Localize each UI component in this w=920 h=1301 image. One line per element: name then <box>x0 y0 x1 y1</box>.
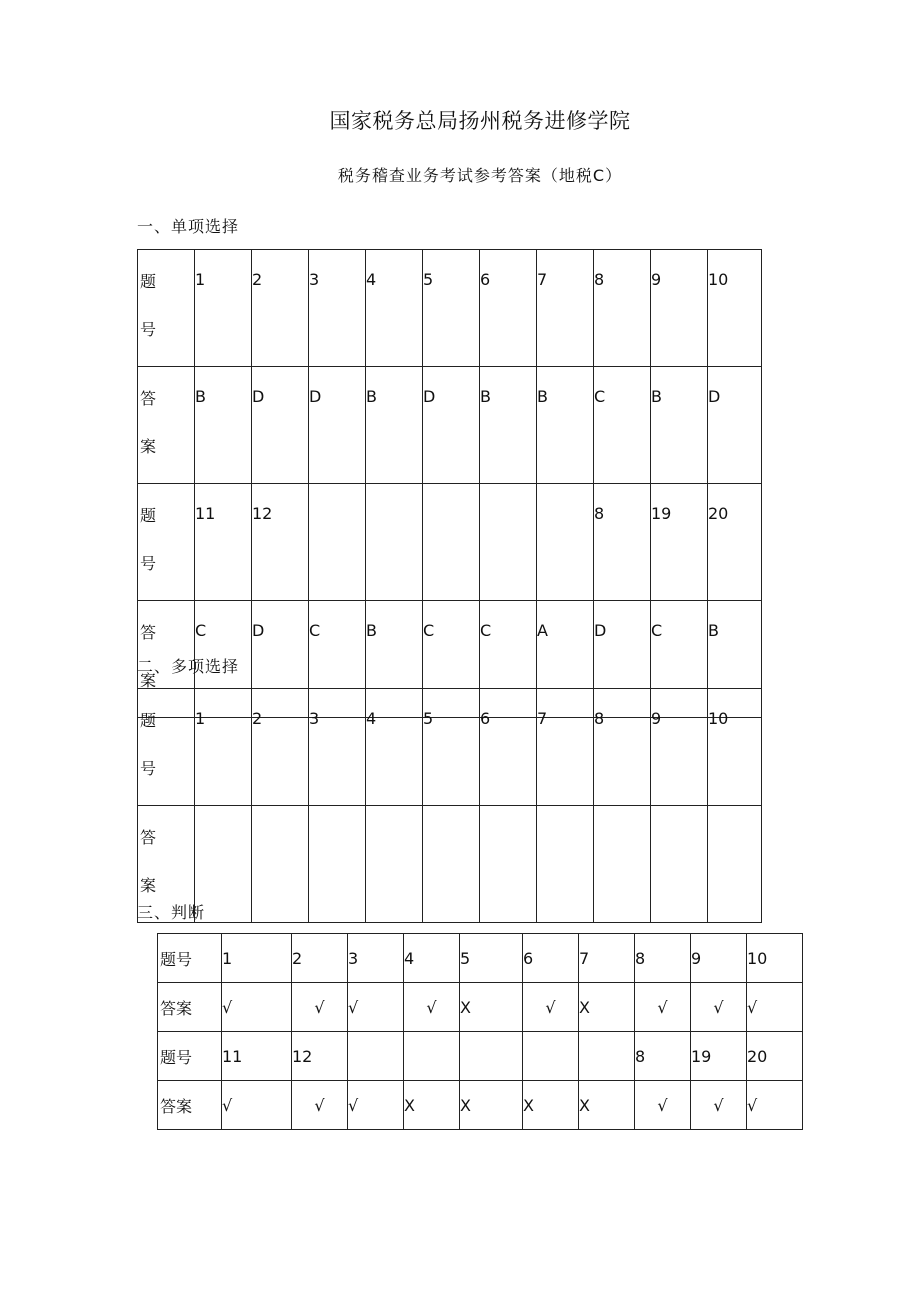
section-multiple-choice-heading: 二、多项选择 <box>137 657 240 676</box>
table-row <box>158 1081 803 1130</box>
question-number-cell: 10 <box>708 250 762 367</box>
row-label-char: 号 <box>140 759 157 778</box>
answer-cell: D <box>252 601 309 718</box>
question-number-cell <box>366 484 423 601</box>
row-label-char: 案 <box>140 876 157 895</box>
answer-cell: B <box>366 601 423 718</box>
question-number-cell: 8 <box>594 250 651 367</box>
answer-cell: √ <box>404 983 460 1032</box>
question-number-cell <box>480 484 537 601</box>
answer-cell <box>537 806 594 923</box>
table-row <box>138 689 762 806</box>
row-label-tihao <box>138 689 195 806</box>
table-row <box>158 1032 803 1081</box>
section-single-choice-heading: 一、单项选择 <box>137 217 240 236</box>
question-number-cell: 3 <box>309 250 366 367</box>
answer-cell: C <box>195 601 252 718</box>
answer-cell: C <box>651 601 708 718</box>
answer-cell: B <box>480 367 537 484</box>
question-number-cell: 12 <box>252 484 309 601</box>
question-number-cell: 11 <box>222 1032 292 1081</box>
row-label-tihao <box>138 484 195 601</box>
question-number-cell: 8 <box>594 484 651 601</box>
row-label-tihao: 题号 <box>158 1032 222 1081</box>
answer-cell <box>708 806 762 923</box>
question-number-cell: 2 <box>292 934 348 983</box>
answer-cell: D <box>423 367 480 484</box>
answer-cell: D <box>252 367 309 484</box>
answer-cell: X <box>579 1081 635 1130</box>
row-label-char: 答 <box>140 623 157 642</box>
table-row <box>138 484 762 601</box>
answer-cell: √ <box>292 983 348 1032</box>
question-number-cell <box>537 484 594 601</box>
question-number-cell: 1 <box>195 689 252 806</box>
answer-cell: X <box>404 1081 460 1130</box>
question-number-cell: 19 <box>651 484 708 601</box>
answer-cell: B <box>195 367 252 484</box>
question-number-cell: 12 <box>292 1032 348 1081</box>
question-number-cell: 6 <box>480 689 537 806</box>
row-label-daan <box>138 367 195 484</box>
row-label-char: 题 <box>140 711 157 730</box>
row-label-char: 案 <box>140 671 157 690</box>
answer-cell: D <box>594 601 651 718</box>
row-label-daan: 答案 <box>158 983 222 1032</box>
question-number-cell: 9 <box>651 250 708 367</box>
answer-cell <box>309 806 366 923</box>
answer-cell: B <box>708 601 762 718</box>
question-number-cell: 6 <box>480 250 537 367</box>
answer-cell: C <box>480 601 537 718</box>
row-label-daan: 答案 <box>158 1081 222 1130</box>
question-number-cell: 7 <box>579 934 635 983</box>
question-number-cell: 8 <box>594 689 651 806</box>
answer-cell: √ <box>635 1081 691 1130</box>
answer-cell: C <box>309 601 366 718</box>
document-title: 国家税务总局扬州税务进修学院 <box>329 109 631 133</box>
answer-cell: X <box>460 1081 523 1130</box>
answer-cell: B <box>366 367 423 484</box>
question-number-cell: 3 <box>309 689 366 806</box>
question-number-cell: 11 <box>195 484 252 601</box>
question-number-cell: 8 <box>635 1032 691 1081</box>
answer-cell: B <box>651 367 708 484</box>
question-number-cell: 7 <box>537 250 594 367</box>
question-number-cell <box>309 484 366 601</box>
answer-cell: √ <box>348 983 404 1032</box>
answer-cell: D <box>708 367 762 484</box>
question-number-cell: 8 <box>635 934 691 983</box>
table-row <box>138 806 762 923</box>
answer-cell <box>366 806 423 923</box>
answer-cell: √ <box>635 983 691 1032</box>
question-number-cell: 4 <box>366 250 423 367</box>
table-row <box>138 367 762 484</box>
question-number-cell: 5 <box>460 934 523 983</box>
question-number-cell: 7 <box>537 689 594 806</box>
answer-cell: √ <box>222 983 292 1032</box>
question-number-cell: 6 <box>523 934 579 983</box>
answer-cell: √ <box>691 983 747 1032</box>
question-number-cell <box>460 1032 523 1081</box>
answer-cell: X <box>460 983 523 1032</box>
row-label-char: 答 <box>140 389 157 408</box>
answer-cell: √ <box>747 1081 803 1130</box>
question-number-cell: 20 <box>708 484 762 601</box>
question-number-cell: 2 <box>252 689 309 806</box>
answer-cell: √ <box>747 983 803 1032</box>
answer-cell: √ <box>348 1081 404 1130</box>
question-number-cell: 4 <box>366 689 423 806</box>
answer-cell <box>480 806 537 923</box>
question-number-cell: 5 <box>423 689 480 806</box>
answer-cell: √ <box>691 1081 747 1130</box>
answer-cell <box>594 806 651 923</box>
answer-cell <box>651 806 708 923</box>
question-number-cell: 5 <box>423 250 480 367</box>
row-label-tihao <box>138 250 195 367</box>
row-label-char: 题 <box>140 506 157 525</box>
single-choice-table <box>137 249 762 718</box>
answer-cell: √ <box>523 983 579 1032</box>
row-label-char: 题 <box>140 272 157 291</box>
question-number-cell: 1 <box>222 934 292 983</box>
answer-cell: D <box>309 367 366 484</box>
question-number-cell: 9 <box>651 689 708 806</box>
judgement-table <box>157 933 803 1130</box>
row-label-char: 号 <box>140 320 157 339</box>
answer-cell: √ <box>292 1081 348 1130</box>
answer-cell: A <box>537 601 594 718</box>
question-number-cell: 3 <box>348 934 404 983</box>
answer-cell: X <box>523 1081 579 1130</box>
question-number-cell: 10 <box>708 689 762 806</box>
question-number-cell <box>423 484 480 601</box>
row-label-char: 案 <box>140 437 157 456</box>
answer-cell: B <box>537 367 594 484</box>
table-row <box>138 250 762 367</box>
answer-cell: C <box>594 367 651 484</box>
answer-cell <box>423 806 480 923</box>
row-label-char: 号 <box>140 554 157 573</box>
table-row <box>158 983 803 1032</box>
question-number-cell: 19 <box>691 1032 747 1081</box>
question-number-cell: 9 <box>691 934 747 983</box>
section-judgement-heading: 三、判断 <box>137 903 206 922</box>
answer-cell: X <box>579 983 635 1032</box>
row-label-char: 答 <box>140 828 157 847</box>
question-number-cell: 10 <box>747 934 803 983</box>
row-label-tihao: 题号 <box>158 934 222 983</box>
question-number-cell <box>579 1032 635 1081</box>
answer-cell <box>252 806 309 923</box>
table-row <box>158 934 803 983</box>
answer-cell: √ <box>222 1081 292 1130</box>
multiple-choice-table <box>137 688 762 923</box>
question-number-cell <box>348 1032 404 1081</box>
document-subtitle: 税务稽查业务考试参考答案（地税C） <box>337 166 623 185</box>
question-number-cell: 20 <box>747 1032 803 1081</box>
question-number-cell: 1 <box>195 250 252 367</box>
answer-cell: C <box>423 601 480 718</box>
question-number-cell <box>404 1032 460 1081</box>
question-number-cell <box>523 1032 579 1081</box>
question-number-cell: 4 <box>404 934 460 983</box>
question-number-cell: 2 <box>252 250 309 367</box>
